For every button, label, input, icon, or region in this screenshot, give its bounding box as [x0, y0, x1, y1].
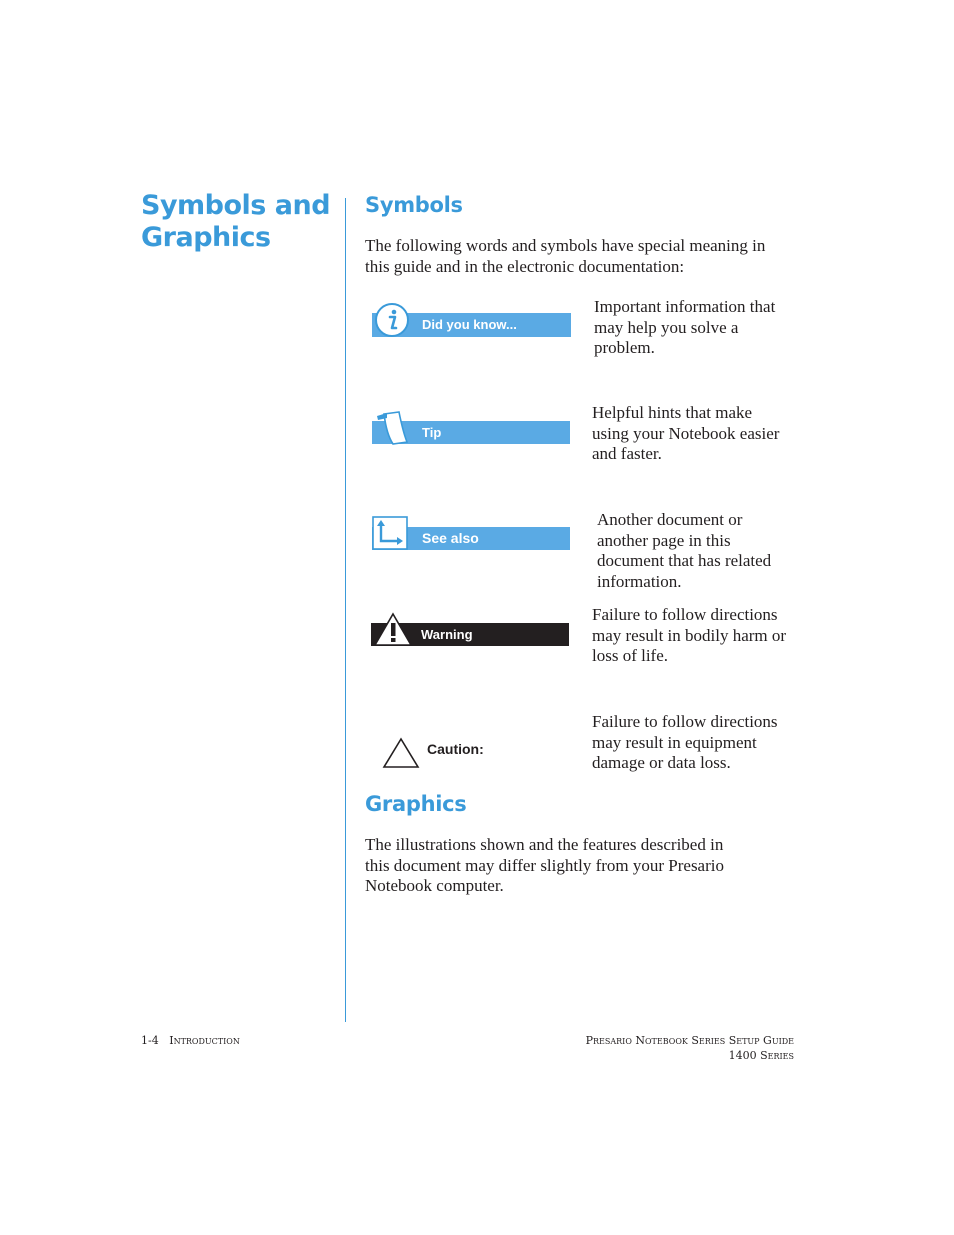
tip-description: Helpful hints that make using your Notebook easier and faster.	[592, 403, 780, 463]
info-icon	[374, 302, 410, 338]
footer-left	[141, 1033, 240, 1048]
symbols-heading: Symbols	[365, 193, 463, 217]
warning-description: Failure to follow directions may result in bodily harm or loss of life.	[592, 605, 787, 665]
see-also-description: Another document or another page in this document that has related information.	[597, 510, 772, 591]
series-name: 1400 Series	[728, 1049, 794, 1062]
did-you-know-label: Did you know...	[372, 313, 571, 337]
warning-triangle-icon	[373, 612, 413, 646]
book-title: Presario Notebook Series Setup Guide	[585, 1034, 794, 1047]
vertical-divider	[345, 198, 346, 1022]
page-number: 1-4	[141, 1034, 159, 1047]
symbols-intro: The following words and symbols have special meaning in this guide and in the electronic documentation:	[365, 236, 766, 276]
did-you-know-description: Important information that may help you solve a problem.	[594, 297, 776, 357]
see-also-label: See also	[372, 527, 570, 550]
caution-triangle-icon	[382, 737, 420, 769]
chapter-name: Introduction	[169, 1034, 240, 1047]
caution-label: Caution:	[427, 741, 484, 757]
caution-description: Failure to follow directions may result in equipment damage or data loss.	[592, 712, 778, 772]
tip-label: Tip	[372, 421, 570, 444]
corner-arrows-icon	[372, 516, 408, 550]
page-title: Symbols and Graphics	[141, 190, 331, 253]
graphics-heading: Graphics	[365, 792, 467, 816]
graphics-body: The illustrations shown and the features described in this document may differ slightly from your Presario Notebook computer.	[365, 835, 724, 895]
pencil-note-icon	[375, 410, 409, 446]
see-also-symbol	[372, 516, 570, 550]
did-you-know-symbol	[372, 302, 571, 338]
tip-symbol	[372, 410, 570, 446]
warning-label: Warning	[371, 623, 569, 646]
footer-right	[586, 1033, 794, 1063]
warning-symbol	[371, 612, 569, 646]
